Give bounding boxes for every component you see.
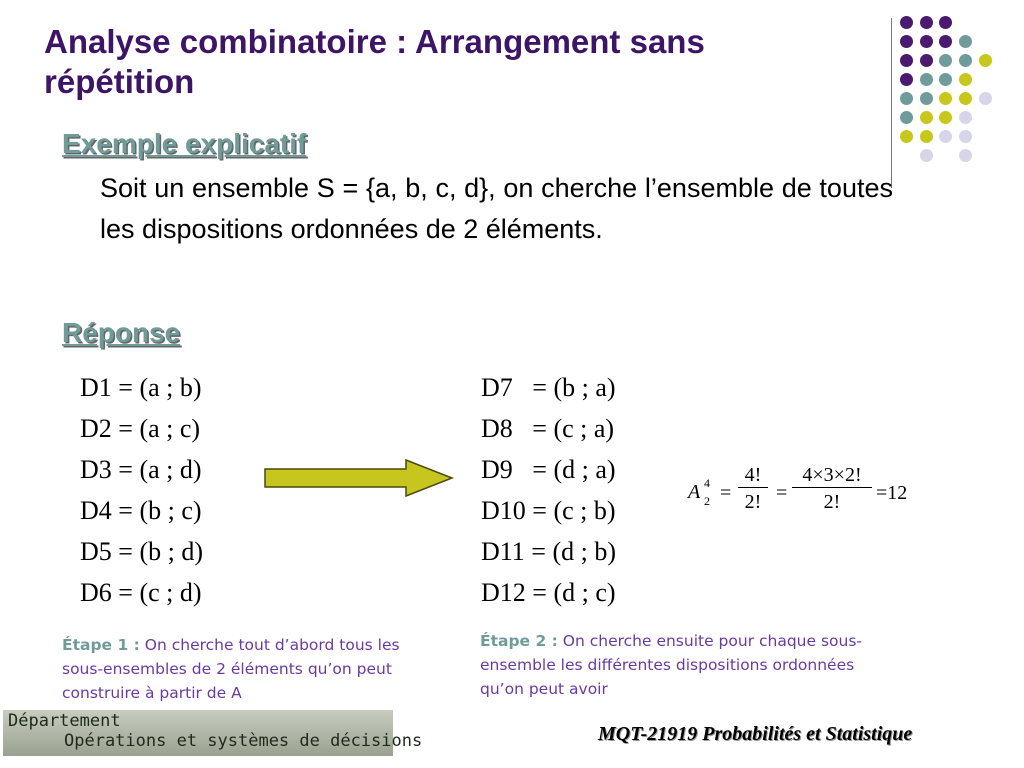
dot: [939, 16, 952, 29]
dot: [920, 92, 933, 105]
department-name-line1: Département: [8, 711, 121, 731]
dot: [900, 92, 913, 105]
list-item: D8 = (c ; a): [481, 414, 615, 443]
fraction-2-denominator: 2!: [823, 491, 841, 513]
dot: [939, 130, 952, 143]
formula-equals: =: [776, 482, 788, 504]
list-item: D3 = (a ; d): [80, 455, 202, 484]
dot: [920, 16, 933, 29]
list-item: D4 = (b ; c): [80, 496, 202, 525]
dot: [900, 130, 913, 143]
formula-symbol: A: [688, 481, 701, 503]
step-1-label: Étape 1 :: [62, 636, 140, 654]
fraction-2-numerator: 4×3×2!: [802, 464, 862, 486]
step-1-note: [62, 633, 440, 705]
formula-superscript: 4: [704, 476, 710, 490]
course-title: MQT-21919 Probabilités et Statistique: [598, 723, 913, 745]
step-1-text: On cherche tout d’abord tous les sous-ensembles de 2 éléments qu’on peut construire à partir de A: [62, 636, 400, 702]
dot: [900, 16, 913, 29]
fraction-1-denominator: 2!: [744, 491, 762, 513]
dot: [979, 54, 992, 67]
dot: [920, 54, 933, 67]
dot: [900, 73, 913, 86]
list-item: D9 = (d ; a): [481, 455, 616, 484]
formula-equals: =: [720, 482, 732, 504]
list-item: D1 = (a ; b): [80, 373, 202, 402]
vertical-divider: [891, 18, 892, 188]
list-item: D5 = (b ; d): [80, 537, 203, 566]
dot: [939, 111, 952, 124]
list-item: D10 = (c ; b): [481, 496, 616, 525]
fraction-bar: [792, 487, 872, 488]
dot: [939, 54, 952, 67]
dot: [959, 35, 972, 48]
dot: [900, 111, 913, 124]
department-name-line2: Opérations et systèmes de décisions: [64, 731, 423, 751]
dot: [920, 111, 933, 124]
list-item: D6 = (c ; d): [80, 578, 202, 607]
dot: [920, 130, 933, 143]
example-heading: Exemple explicatif: [62, 128, 307, 159]
right-arrow-icon: [262, 458, 456, 498]
example-text: Soit un ensemble S = {a, b, c, d}, on cherche l’ensemble de toutes les dispositions ordonnées de 2 éléments.: [100, 173, 893, 244]
step-2-text: On cherche ensuite pour chaque sous-ensemble les différentes dispositions ordonnées qu’on peut avoir: [480, 632, 863, 698]
formula-result: =12: [876, 482, 908, 504]
dot: [959, 111, 972, 124]
dot: [920, 149, 933, 162]
fraction-1-numerator: 4!: [744, 464, 762, 486]
dot: [959, 92, 972, 105]
dot: [979, 92, 992, 105]
response-heading: Réponse: [62, 317, 181, 348]
step-2-label: Étape 2 :: [480, 632, 558, 650]
slide-title: Analyse combinatoire : Arrangement sans répétition: [44, 23, 705, 100]
fraction-1: [738, 464, 768, 514]
step-2-note: [480, 629, 890, 701]
dot: [939, 73, 952, 86]
formula-subscript: 2: [704, 494, 710, 508]
list-item: D11 = (d ; b): [481, 537, 617, 566]
list-item: D2 = (a ; c): [80, 414, 201, 443]
dot: [900, 54, 913, 67]
dot: [939, 35, 952, 48]
dot: [920, 73, 933, 86]
fraction-2: [792, 464, 872, 514]
list-item: D7 = (b ; a): [481, 373, 616, 402]
dot: [900, 35, 913, 48]
dot: [939, 92, 952, 105]
dot: [959, 149, 972, 162]
decorative-dot-grid: [900, 14, 1010, 164]
fraction-bar: [738, 487, 768, 488]
dot: [959, 130, 972, 143]
dot: [920, 35, 933, 48]
dot: [959, 54, 972, 67]
arrangement-formula: [688, 462, 938, 532]
list-item: D12 = (d ; c): [481, 578, 616, 607]
dot: [959, 73, 972, 86]
